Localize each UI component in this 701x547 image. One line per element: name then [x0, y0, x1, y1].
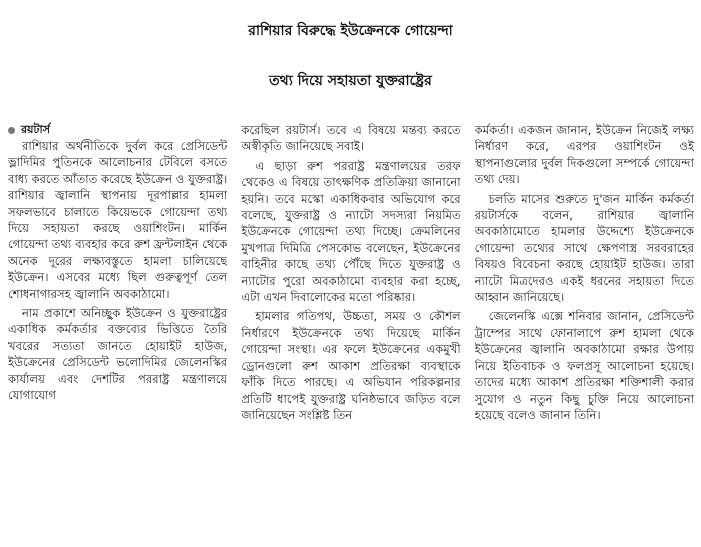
bullet-icon: [8, 127, 15, 134]
article-column-1: [8, 122, 227, 542]
paragraph: রাশিয়ার অর্থনীতিকে দুর্বল করে প্রেসিডেন্ট ভ্লাদিমির পুতিনকে আলোচনার টেবিলে বসতে বাধ্য করতে আঁতাত করেছে ইউক্রেন ও যুক্তরাষ্ট্র। রাশিয়ার জ্বালানি স্থাপনায় দূরপাল্লার হামলা সফলভাবে চালাতে কিয়েভকে গোয়েন্দা তথ্য দিয়ে সহায়তা করছে ওয়াশিংটন। মার্কিন গোয়েন্দা তথ্য ব্যবহার করে রুশ ফ্রন্টলাইন থেকে অনেক দূরের লক্ষ্যবস্তুতে হামলা চালিয়েছে ইউক্রেন। এসবের মধ্যে ছিল গুরুত্বপূর্ণ তেল শোধনাগারসহ জ্বালানি অবকাঠামো।: [8, 139, 228, 301]
article-body: [8, 122, 694, 542]
article-headline: [0, 6, 701, 106]
paragraph: হামলার গতিপথ, উচ্চতা, সময় ও কৌশল নির্ধারণে ইউক্রেনকে তথ্য দিয়েছে মার্কিন গোয়েন্দা সংস্থা। এর ফলে ইউক্রেনের একমুখী ড্রোনগুলো রুশ আকাশ প্রতিরক্ষা ব্যবস্থাকে ফাঁকি দিতে পারছে। এ অভিযান পরিকল্পনার প্রতিটি ধাপেই যুক্তরাষ্ট্র ঘনিষ্ঠভাবে জড়িত বলে জানিয়েছেন সংশ্লিষ্ট তিন: [241, 309, 461, 422]
headline-line-2: তথ্য দিয়ে সহায়তা যুক্তরাষ্ট্রের: [269, 73, 432, 89]
paragraph: কর্মকর্তা। একজন জানান, ইউক্রেন নিজেই লক্ষ্য নির্ধারণ করে, এরপর ওয়াশিংটন ওই স্থাপনাগুলোর দুর্বল দিকগুলো সম্পর্কে গোয়েন্দা তথ্য দেয়।: [474, 123, 694, 187]
article-column-2: [241, 122, 460, 542]
paragraph: চলতি মাসের শুরুতে দু'জন মার্কিন কর্মকর্তা রয়টার্সকে বলেন, রাশিয়ার জ্বালানি অবকাঠামোতে হামলার উদ্দেশ্যে ইউক্রেনকে গোয়েন্দা তথ্যের সাথে ক্ষেপণাস্ত্র সরবরাহের বিষয়ও বিবেচনা করছে হোয়াইট হাউজ। তারা ন্যাটো মিত্রদেরও একই ধরনের সহায়তা দিতে আহ্বান জানিয়েছে।: [474, 191, 694, 305]
article-column-3: [475, 122, 694, 542]
paragraph: নাম প্রকাশে অনিচ্ছুক ইউক্রেন ও যুক্তরাষ্ট্রের একাধিক কর্মকর্তার বক্তব্যের ভিত্তিতে তৈরি খবরের সত্যতা জানতে হোয়াইট হাউজ, ইউক্রেনের প্রেসিডেন্ট ভলোদিমির জেলেনস্কির কার্যালয় এবং দেশটির পররাষ্ট্র মন্ত্রণালয়ে যোগাযোগ: [8, 306, 228, 403]
paragraph: এ ছাড়া রুশ পররাষ্ট্র মন্ত্রণালয়ের তরফ থেকেও এ বিষয়ে তাৎক্ষণিক প্রতিক্রিয়া জানানো হয়নি। তবে মস্কো একাধিকবার অভিযোগ করে বলেছে, যুক্তরাষ্ট্র ও ন্যাটো সদস্যরা নিয়মিত ইউক্রেনকে গোয়েন্দা তথ্য দিচ্ছে। ক্রেমলিনের মুখপাত্র দিমিত্রি পেসকোভ বলেছেন, ইউক্রেনের বাহিনীর কাছে তথ্য পৌঁছে দিতে যুক্তরাষ্ট্র ও ন্যাটোর পুরো অবকাঠামো ব্যবহার করা হচ্ছে, এটা এখন দিবালোকের মতো পরিষ্কার।: [241, 158, 461, 305]
byline-source: রয়টার্স: [21, 123, 50, 136]
paragraph: জেলেনস্কি এক্সে শনিবার জানান, প্রেসিডেন্ট ট্রাম্পের সাথে ফোনালাপে রুশ হামলা থেকে ইউক্রেনের জ্বালানি অবকাঠামো রক্ষার উপায় নিয়ে ইতিবাচক ও ফলপ্রসূ আলোচনা হয়েছে। তাদের মধ্যে আকাশ প্রতিরক্ষা শক্তিশালী করার সুযোগ ও নতুন কিছু চুক্তি নিয়ে আলোচনা হয়েছে বলেও জানান তিনি।: [474, 309, 694, 422]
byline: [8, 122, 227, 138]
paragraph: করেছিল রয়টার্স। তবে এ বিষয়ে মন্তব্য করতে অস্বীকৃতি জানিয়েছে সবাই।: [241, 123, 461, 154]
headline-line-1: রাশিয়ার বিরুদ্ধে ইউক্রেনকে গোয়েন্দা: [248, 23, 453, 39]
